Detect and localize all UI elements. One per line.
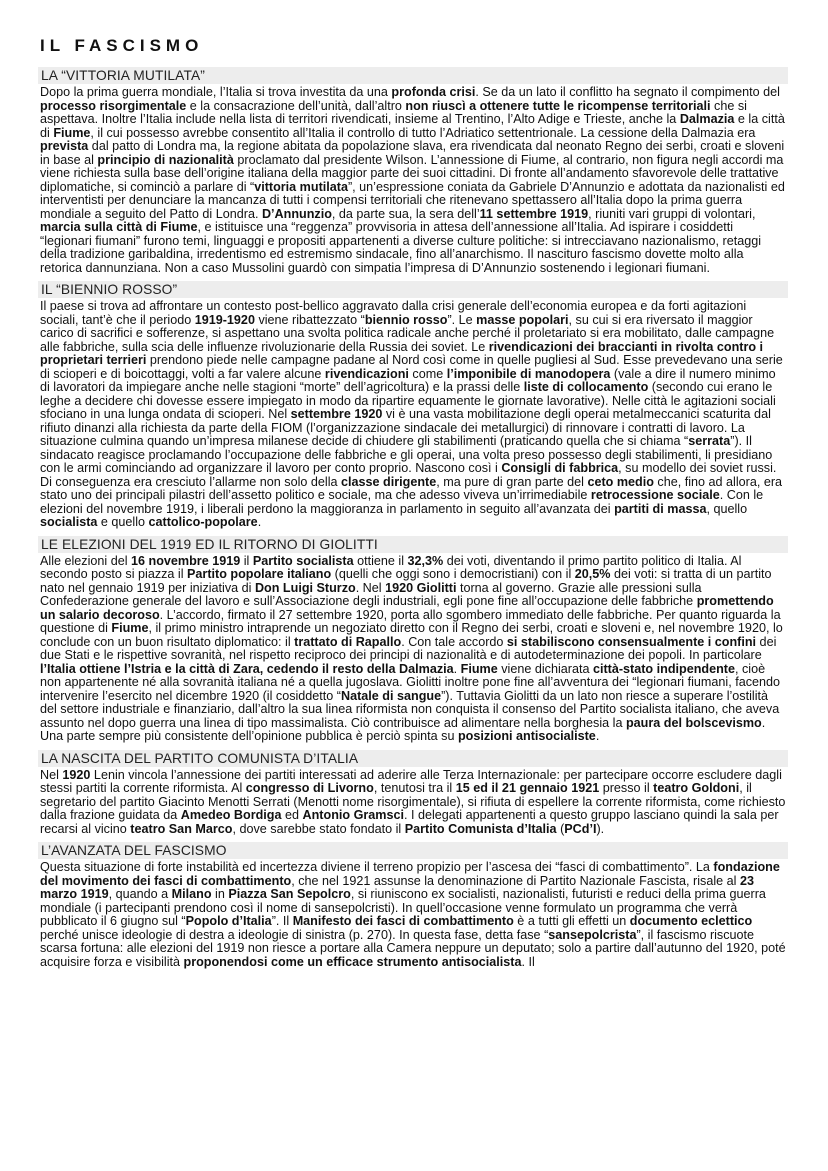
text-run: . Con tale accordo — [401, 634, 507, 649]
bold-run: 1919-1920 — [194, 312, 255, 327]
text-run: (quelli che oggi sono i democristiani) con il — [331, 567, 575, 581]
text-run: . Con le elezioni del novembre 1919, i liberali perdono la maggioranza in parlamento in seguito all’avanzata dei — [40, 488, 764, 516]
text-run: ”. Le — [447, 312, 477, 327]
bold-run: congresso di Livorno — [245, 781, 374, 795]
bold-run: socialista — [40, 515, 98, 529]
section-heading: LE ELEZIONI DEL 1919 ED IL RITORNO DI GIOLITTI — [38, 536, 788, 553]
bold-run: ceto medio — [587, 474, 654, 489]
text-run: , il segretario del partito Giacinto Menotti Serrati (Menotti nome risorgimentale), si rifiuta di espellere la corrente riformista, come richiesto dalla frazione guidata da — [40, 781, 786, 822]
text-run: . — [257, 515, 262, 529]
text-run: , il cui possesso avrebbe consentito all’Italia il controllo di tutto l’Adriatico settentrionale. La cessione della Dalmazia era — [90, 125, 756, 140]
bold-run: città-stato indipendente — [592, 661, 735, 676]
text-run: ed — [281, 808, 303, 822]
bold-run: cattolico-popolare — [148, 515, 258, 529]
text-run: come — [408, 366, 447, 381]
bold-run: paura del bolscevismo — [625, 715, 762, 730]
bold-run: Fiume — [111, 621, 149, 635]
text-run: e quello — [97, 515, 149, 529]
section-elezioni-1919 — [38, 536, 788, 744]
bold-run: classe dirigente — [341, 474, 437, 489]
bold-run: posizioni antisocialiste — [457, 729, 596, 743]
bold-run: Consigli di fabbrica — [501, 461, 619, 475]
text-run: . Nel — [355, 580, 386, 595]
text-run: . — [453, 661, 461, 676]
text-run: , quando a — [108, 887, 172, 901]
section-biennio-rosso — [38, 281, 788, 530]
text-run: ottiene il — [353, 553, 408, 568]
bold-run: 32,3% — [407, 553, 444, 568]
bold-run: 23 marzo 1919 — [40, 873, 754, 901]
bold-run: Manifesto dei fasci di combattimento — [292, 914, 514, 928]
bold-run: Partito Comunista d’Italia — [404, 821, 557, 836]
text-run: , su cui si era riversato il maggior carico di sacrifici e sofferenze, si aspettano una svolta politica radicale anche perché il proletariato si era mobilitato, dalle campagne alle fabbriche, sulla scia delle influenze rivoluzionarie della Russia dei soviet. Le — [40, 312, 775, 354]
text-run: viene dichiarata — [497, 661, 593, 676]
bold-run: masse popolari — [476, 312, 569, 327]
bold-run: rivendicazioni — [324, 366, 409, 381]
text-run: Nel — [40, 767, 63, 782]
bold-run: vittoria mutilata — [254, 179, 348, 194]
bold-run: non riuscì a ottenere tutte le ricompense territoriali — [405, 98, 711, 113]
text-run: , su modello dei soviet russi. Di conseguenza era cresciuto l’allarme non solo della — [40, 461, 777, 489]
bold-run: l’imponibile di manodopera — [446, 366, 611, 381]
bold-run: promettendo un salario decoroso — [40, 594, 774, 622]
text-run: , cioè non appartenente né alla sovranità italiana né a quella jugoslava. Giolitti inoltre pone fine all’avventura dei “legionari fiumani, facendo intervenire l’esercito nel dicembre 1920 (il cosiddetto “ — [40, 661, 781, 703]
bold-run: Amedeo Bordiga — [180, 808, 282, 822]
bold-run: Milano — [171, 887, 212, 901]
section-paragraph — [40, 300, 788, 530]
bold-run: si stabiliscono consensualmente i confini — [506, 634, 757, 649]
bold-run: l’Italia ottiene l’Istria e la città di Zara, cedendo il resto della Dalmazia — [40, 661, 454, 676]
text-run: . Il — [521, 954, 535, 969]
bold-run: trattato di Rapallo — [294, 634, 402, 649]
text-run: in — [211, 887, 229, 901]
bold-run: serrata — [688, 434, 731, 448]
bold-run: profonda crisi — [391, 85, 476, 99]
bold-run: rivendicazioni dei braccianti in rivolta contro i proprietari terrieri — [40, 339, 764, 367]
bold-run: PCd’I — [564, 821, 597, 836]
bold-run: partiti di massa — [614, 501, 707, 516]
text-run: dei voti: si tratta di un partito nato nel gennaio 1919 per iniziativa di — [40, 567, 772, 595]
section-paragraph — [40, 769, 788, 837]
bold-run: teatro San Marco — [130, 821, 233, 836]
text-run: Il paese si trova ad affrontare un contesto post-bellico aggravato dalla crisi generale dell’economia europea e da forti agitazioni sociali, tant’è che il periodo — [40, 299, 747, 327]
bold-run: Partito socialista — [252, 553, 354, 568]
text-run: dei voti, diventando il primo partito politico di Italia. Al secondo posto si piazza il — [40, 553, 742, 581]
section-heading: L’AVANZATA DEL FASCISMO — [38, 842, 788, 859]
bold-run: prevista — [40, 139, 89, 153]
text-run: , quello — [706, 501, 748, 516]
bold-run: liste di collocamento — [523, 380, 649, 394]
section-heading: LA “VITTORIA MUTILATA” — [38, 67, 788, 84]
text-run: (vale a dire il numero minimo di lavoratori da impiegare anche nelle stagioni “morte” dell’agricoltura) e la prassi delle — [40, 366, 776, 394]
text-run: , e istituisce una “reggenza” provvisoria in attesa dell’annessione all’Italia. Ad ispirare i cosiddetti “legionari fiumani” furono temi, linguaggi e propositi appartenenti a diverse culture politiche: si intrecciavano nazionalismo, retaggi della tradizione garibaldina, irredentismo ed estremismo sindacale, fino all’anarchismo. Il nascituro fascismo dovette molto alla retorica dannunziana. Non a caso Mussolini guardò con simpatia l’impresa di D’Annunzio sostenendo i legionari fiumani. — [40, 220, 762, 275]
bold-run: sansepolcrista — [548, 927, 637, 942]
text-run: , ma pure di gran parte del — [436, 474, 588, 489]
page-title: IL FASCISMO — [40, 36, 204, 55]
text-run: . I delegati appartenenti a questo gruppo lasciano quindi la sala per recarsi al vicino — [40, 808, 779, 836]
bold-run: documento eclettico — [629, 914, 753, 928]
text-run: , riuniti vari gruppi di volontari, — [588, 206, 756, 221]
text-run: dal patto di Londra ma, la regione abitata da popolazione slava, era rivendicata dal neonato Regno dei serbi, croati e sloveni in base al — [40, 139, 785, 167]
text-run: Alle elezioni del — [40, 553, 132, 568]
text-run: ( — [556, 821, 565, 836]
bold-run: Fiume — [53, 125, 91, 140]
text-run: . — [595, 729, 600, 743]
text-run: , tenutosi tra il — [373, 781, 456, 795]
section-paragraph — [40, 86, 788, 275]
text-run: , che nel 1921 assunse la denominazione di Partito Nazionale Fascista, risale al — [291, 873, 740, 888]
text-run: , si riuniscono ex socialisti, nazionalisti, futuristi e reduci della prima guerra mondiale (i partecipanti prendono così il nome di sansepolcristi). In quell’occasione venne formulato un programma che verrà pubblicato il 6 giugno sul “ — [40, 887, 766, 928]
text-run: . Se da un lato il conflitto ha segnato il compimento del — [475, 85, 780, 99]
text-run: ). — [596, 821, 605, 836]
bold-run: Fiume — [460, 661, 498, 676]
text-run: , il primo ministro intraprende un negoziato diretto con il Regno dei serbi, croati e sloveni e, nel novembre 1920, lo conclude con un buon risultato diplomatico: il — [40, 621, 783, 649]
text-run: ”). Tuttavia Giolitti da un lato non riesce a superare l’ostilità del settore industriale e finanziario, dall’altro la sua linea riformista non conquista il consenso del Partito socialista italiano, che aveva assunto nel dopo guerra una linea di tipo massimalista. Ciò contribuisce ad alimentare nella borghesia la — [40, 688, 780, 730]
text-run: presso il — [599, 781, 654, 795]
bold-run: D’Annunzio — [261, 206, 332, 221]
text-run: Lenin vincola l’annessione dei partiti interessati ad aderire alle Terza Internazionale: per partecipare occorre escludere dagli stessi partiti la corrente riformista. Al — [40, 767, 782, 795]
text-run: che, fino ad allora, era stato uno dei principali pilastri dell’assetto politico e sociale, ma che adesso viveva un’irrimediabile — [40, 474, 783, 502]
bold-run: Antonio Gramsci — [302, 808, 404, 822]
bold-run: 1920 Giolitti — [385, 580, 457, 595]
text-run: e la consacrazione dell’unità, dall’altro — [186, 98, 406, 113]
text-run: dei due Stati e le rispettive sovranità, nel rispetto reciproco dei principi di nazionalità e di autodeterminazione dei popoli. In particolare — [40, 634, 777, 662]
section-paragraph — [40, 555, 788, 744]
text-run: ”. Il — [271, 914, 293, 928]
text-run: . L’accordo, firmato il 27 settembre 1920, porta allo sgombero immediato delle fabbriche. Per quanto riguarda la questione di — [40, 607, 781, 635]
bold-run: proponendosi come un efficace strumento antisocialista — [183, 954, 522, 969]
bold-run: 1920 — [62, 767, 91, 782]
bold-run: principio di nazionalità — [97, 152, 234, 167]
text-run: Questa situazione di forte instabilità ed incertezza diviene il terreno propizio per l’ascesa dei “fasci di combattimento”. La — [40, 860, 714, 874]
text-run: viene ribattezzato “ — [254, 312, 365, 327]
bold-run: fondazione del movimento dei fasci di combattimento — [40, 860, 780, 888]
bold-run: 16 novembre 1919 — [131, 553, 241, 568]
text-run: ”). Il sindacato reagisce proclamando l’occupazione delle fabbriche e gli operai, una volta preso possesso degli stabilimenti, li presidiano con le armi cominciando ad organizzare il lavoro per conto proprio. Nascono così i — [40, 434, 773, 475]
text-run: Dopo la prima guerra mondiale, l’Italia si trova investita da una — [40, 85, 392, 99]
bold-run: settembre 1920 — [290, 407, 383, 421]
bold-run: 20,5% — [574, 567, 611, 581]
bold-run: Natale di sangue — [341, 688, 442, 703]
bold-run: retrocessione sociale — [590, 488, 720, 502]
bold-run: Don Luigi Sturzo — [254, 580, 356, 595]
text-run: , da parte sua, la sera dell’ — [331, 206, 480, 221]
section-partito-comunista — [38, 750, 788, 837]
bold-run: Popolo d’Italia — [185, 914, 272, 928]
section-heading: LA NASCITA DEL PARTITO COMUNISTA D’ITALIA — [38, 750, 788, 767]
section-vittoria-mutilata — [38, 67, 788, 275]
text-run: (secondo cui erano le leghe a decidere chi dovesse essere impiegato in modo da ripartire equamente le giornate lavorative). Nelle città le agitazioni sociali sfociano in una lunga ondata di scioperi. Nel — [40, 380, 776, 421]
bold-run: processo risorgimentale — [40, 98, 187, 113]
text-run: , dove sarebbe stato fondato il — [232, 821, 405, 836]
bold-run: 11 settembre 1919 — [479, 206, 589, 221]
text-run: . Una parte sempre più consistente dell’opinione pubblica è perciò spinta su — [40, 715, 766, 743]
text-run: vi è una vasta mobilitazione degli operai metalmeccanici scaturita dal rifiuto dinanzi alla richiesta da parte della FIOM (l’organizzazione sindacale dei metallurgici) di rinnovare i contratti di lavoro. La situazione culmina quando un’impresa milanese decide di chiudere gli stabilimenti (praticando quella che si chiama “ — [40, 407, 771, 448]
bold-run: marcia sulla città di Fiume — [40, 220, 198, 234]
bold-run: Piazza San Sepolcro — [228, 887, 351, 901]
text-run: il — [240, 553, 253, 568]
text-run: perché unisce ideologie di destra a ideologie di sinistra (p. 270). In questa fase, detta fase “ — [40, 927, 549, 942]
text-run: e la città di — [40, 112, 785, 140]
text-run: ”, un’espressione coniata da Gabriele D’Annunzio e adottata da nazionalisti ed interventisti per denunciare la mancanza di tutti i compensi territoriali che ritenevano spettassero all’Italia dopo la prima guerra mondiale a seguito del Patto di Londra. — [40, 179, 785, 221]
section-paragraph — [40, 861, 788, 969]
section-avanzata-fascismo — [38, 842, 788, 969]
text-run: prendono piede nelle campagne padane al Nord così come in quelle pugliesi al Sud. Esse prevedevano una serie di scioperi e di boicottaggi, volti a far valere alcune — [40, 353, 783, 381]
bold-run: biennio rosso — [364, 312, 448, 327]
bold-run: teatro Goldoni — [653, 781, 740, 795]
bold-run: Partito popolare italiano — [187, 567, 332, 581]
text-run: che si aspettava. Inoltre l’Italia include nella lista di territori rivendicati, insieme al Trentino, l’Alto Adige e Trieste, anche la — [40, 98, 747, 126]
text-run: proclamato dal presidente Wilson. L’annessione di Fiume, al contrario, non figura negli accordi ma viene richiesta sulla base dell’origine italiana della maggior parte dei suoi cittadini. Di fronte all’andamento sfavorevole delle trattative diplomatiche, si cominciò a parlare di “ — [40, 152, 784, 194]
text-run: è a tutti gli effetti un — [513, 914, 630, 928]
text-run: ”, il fascismo riscuote scarsa fortuna: alle elezioni del 1919 non riesce a portare alla Camera neppure un deputato; solo a partire dall’autunno del 1920, poté acquisire forza e visibilità — [40, 927, 786, 969]
text-run: torna al governo. Grazie alle pressioni sulla Confederazione generale del lavoro e sull’Associazione degli industriali, egli pone fine all’occupazione delle fabbriche — [40, 580, 702, 608]
section-heading: IL “BIENNIO ROSSO” — [38, 281, 788, 298]
bold-run: 15 ed il 21 gennaio 1921 — [455, 781, 600, 795]
bold-run: Dalmazia — [679, 112, 735, 126]
